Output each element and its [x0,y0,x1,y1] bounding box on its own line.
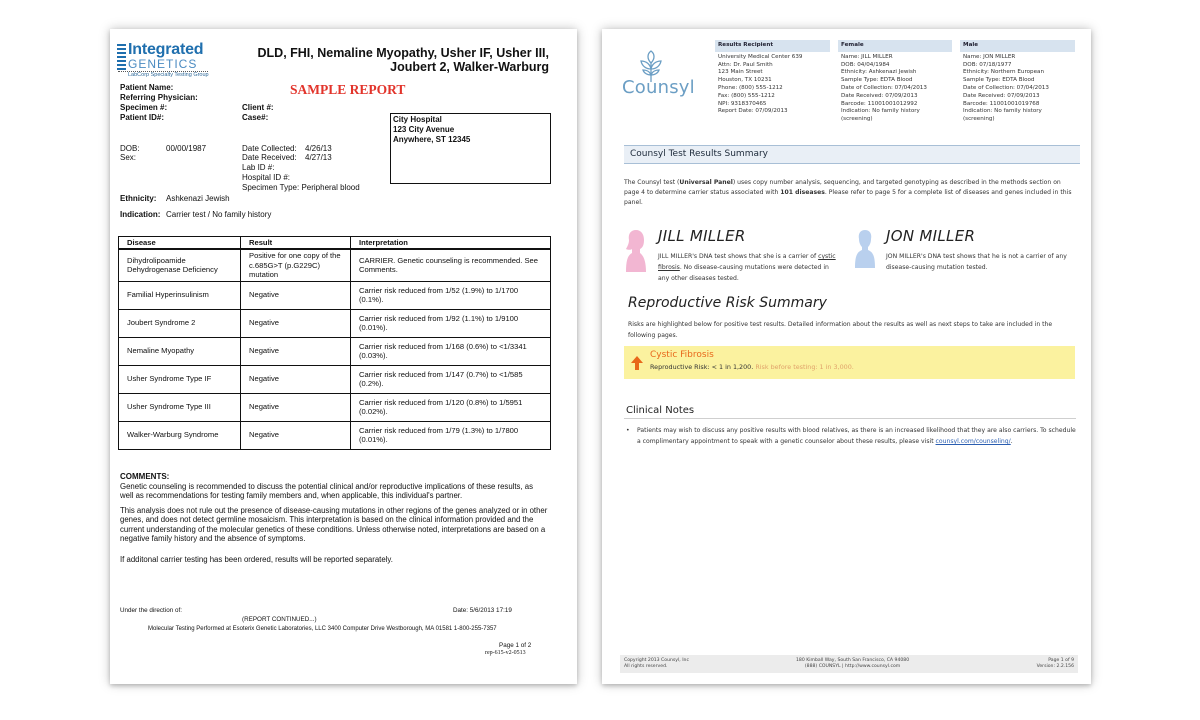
report-continued: (REPORT CONTINUED...) [242,616,317,623]
results-table [118,236,551,450]
female-block [838,40,952,124]
note-text: . [1010,438,1013,445]
note-text: Patients may wish to discuss any positive results with blood relatives, as there is an increased likelihood that they are also carriers. To schedule a complimentary appointment to speak with a genetic counselor about these results, please visit [637,427,1076,445]
recipient-line: Attn: Dr. Paul Smith [718,61,773,68]
recipient-line: NPI: 9318370465 [718,100,767,107]
female-silhouette-icon [624,228,648,272]
table-row [119,365,551,393]
male-line: (screening) [963,116,995,123]
interpretation-cell: Carrier risk reduced from 1/168 (0.6%) to <1/3341 (0.03%). [351,337,551,365]
logo-divider [118,71,208,72]
table-row [119,337,551,365]
contact-text: (888) COUNSYL | http://www.counsyl.com [804,664,901,669]
result-cell: Positive for one copy of the c.685G>T (p.G229C) mutation [241,249,351,281]
counseling-link[interactable]: counsyl.com/counseling/ [935,438,1011,445]
interpretation-cell: Carrier risk reduced from 1/52 (1.9%) to 1/1700 (0.1%). [351,281,551,309]
version-text: Version: 2.2.156 [1036,664,1074,669]
intro-text: The Counsyl test ( [624,179,680,186]
risk-before-testing: Risk before testing: 1 in 3,000. [755,363,854,371]
date-received-value: 4/27/13 [305,153,332,162]
ethnicity-label: Ethnicity: [120,194,157,203]
result-cell: Negative [241,393,351,421]
interpretation-cell: Carrier risk reduced from 1/120 (0.8%) to 1/5951 (0.02%). [351,393,551,421]
female-line: (screening) [841,116,873,123]
male-line: DOB: 07/18/1977 [963,61,1012,68]
column-header: Interpretation [351,237,551,250]
risk-values [650,363,854,371]
column-heading: Female [838,40,952,52]
indication-label: Indication: [120,210,161,219]
female-result-text [658,251,836,284]
hospital-id-label: Hospital ID #: [242,173,291,182]
recipient-line: Houston, TX 10231 [718,77,772,84]
reproductive-risk-heading: Reproductive Risk Summary [628,295,827,311]
intro-text: ) uses copy number analysis, sequencing, and targeted genotyping as described in the methods section on page 4 to determine carrier status associated with [624,179,1061,196]
female-name-heading: JILL MILLER [658,227,746,245]
disease-cell: Walker-Warburg Syndrome [119,421,241,449]
result-cell: Negative [241,281,351,309]
risk-disease-name: Cystic Fibrosis [650,350,714,360]
result-cell: Negative [241,337,351,365]
sex-label: Sex: [120,153,137,162]
column-heading: Male [960,40,1075,52]
specimen-label: Specimen #: [120,103,168,112]
bullet-icon: • [626,427,630,434]
logo-tagline: LabCorp Specialty Testing Group [128,72,209,78]
interpretation-cell: CARRIER. Genetic counseling is recommended. See Comments. [351,249,551,281]
male-silhouette-icon [853,228,877,268]
clinical-note-item [626,425,1076,447]
result-cell: Negative [241,365,351,393]
form-code: rep-615-v2-0513 [485,650,526,656]
address-line: 123 City Avenue [393,125,455,134]
counsyl-report-page [602,29,1091,684]
interpretation-cell: Carrier risk reduced from 1/79 (1.3%) to 1/7800 (0.01%). [351,421,551,449]
comments-label: COMMENTS: [120,472,170,481]
result-cell: Negative [241,309,351,337]
female-line: Barcode: 11001001012992 [841,100,918,107]
recipient-line: 123 Main Street [718,69,763,76]
date-received-label: Date Received: [242,153,297,162]
referring-physician-label: Referring Physician: [120,93,198,102]
female-line: Date Received: 07/09/2013 [841,92,918,99]
arrow-up-icon [631,356,643,370]
risk-description: Risks are highlighted below for positive test results. Detailed information about the results as well as next steps to take are included in the following pages. [628,321,1053,339]
male-line: Barcode: 11001001019768 [963,100,1040,107]
footer-left [624,658,689,670]
male-line: Ethnicity: Northern European [963,69,1045,76]
disease-cell: Joubert Syndrome 2 [119,309,241,337]
case-label: Case#: [242,113,269,122]
female-line: Ethnicity: Ashkenazi Jewish [841,69,917,76]
lab-performed-by: Molecular Testing Performed at Esoterix Genetic Laboratories, LLC 3400 Computer Drive Westborough, MA 01581 1-800-255-7357 [148,626,497,632]
male-line: Date Received: 07/09/2013 [963,92,1040,99]
lab-id-label: Lab ID #: [242,163,275,172]
female-line: Name: JILL MILLER [841,53,893,60]
panel-name: Universal Panel [679,179,733,186]
sample-report-label: SAMPLE REPORT [290,82,406,97]
results-recipient-block [715,40,830,116]
page-number: Page 1 of 2 [499,642,532,649]
comment-paragraph: If additonal carrier testing has been ordered, results will be reported separately. [120,555,393,564]
footer-middle [796,658,909,670]
indication-value: Carrier test / No family history [166,210,272,219]
male-line: Indication: No family history [963,108,1042,115]
interpretation-cell: Carrier risk reduced from 1/92 (1.1%) to 1/9100 (0.01%). [351,309,551,337]
female-line: DOB: 04/04/1984 [841,61,890,68]
report-title: DLD, FHI, Nemaline Myopathy, Usher IF, Usher III, Joubert 2, Walker-Warburg [257,46,549,74]
lab-report-page [110,29,577,684]
integrated-genetics-logo [117,41,209,78]
recipient-line: Phone: (800) 555-1212 [718,84,783,91]
male-line: Name: JON MILLER [963,53,1016,60]
address-box [390,113,551,184]
clinical-notes-heading: Clinical Notes [626,405,695,416]
patient-id-label: Patient ID#: [120,113,165,122]
footer-right [1037,658,1074,670]
table-header-row [119,237,551,250]
date-collected-value: 4/26/13 [305,144,332,153]
date-collected-label: Date Collected: [242,144,297,153]
result-text: JILL MILLER's DNA test shows that she is a carrier of [658,253,819,260]
ethnicity-value: Ashkenazi Jewish [166,194,230,203]
address-text: 180 Kimball Way, South San Francisco, CA 94080 [796,658,910,663]
disease-cell: Usher Syndrome Type III [119,393,241,421]
divider [624,418,1076,419]
address-line: City Hospital [393,115,442,124]
page-footer [620,655,1078,673]
reproductive-risk-value: Reproductive Risk: < 1 in 1,200. [650,363,754,371]
disease-count: 101 diseases [780,189,825,196]
copyright-text: All rights reserved. [624,664,668,669]
copyright-text: Copyright 2013 Counsyl, Inc [624,658,689,663]
recipient-line: Report Date: 07/09/2013 [718,108,788,115]
address-line: Anywhere, ST 12345 [393,135,471,144]
specimen-type: Specimen Type: Peripheral blood [242,183,360,192]
comment-paragraph: This analysis does not rule out the presence of disease-causing mutations in other regions of the genes analyzed or in other genes, and does not detect germline mosaicism. This interpretation is based on the clinical information provided and the current understanding of the molecular genetics of these conditions. Unless otherwise noted, interpretations are based on a negative family history and the absence of symptoms. [120,506,548,544]
direction-label: Under the direction of: [120,607,182,614]
disease-cell: Familial Hyperinsulinism [119,281,241,309]
cf-link[interactable]: cystic fibrosis [658,253,836,271]
result-text: . No disease-causing mutations were detected in any other diseases tested. [658,264,829,282]
male-line: Date of Collection: 07/04/2013 [963,84,1049,91]
table-row [119,281,551,309]
report-date: Date: 5/6/2013 17:19 [453,607,512,614]
comment-paragraph: Genetic counseling is recommended to discuss the potential clinical and/or reproductive implications of these results, as well as recommendations for testing family members and, when applicable, this individual's partner. [120,482,534,501]
female-line: Indication: No family history [841,108,920,115]
male-name-heading: JON MILLER [886,227,976,245]
female-line: Sample Type: EDTA Blood [841,77,913,84]
result-cell: Negative [241,421,351,449]
disease-cell: Usher Syndrome Type IF [119,365,241,393]
recipient-line: University Medical Center 639 [718,53,803,60]
column-header: Disease [119,237,241,250]
table-row [119,309,551,337]
column-heading: Results Recipient [715,40,830,52]
recipient-line: Fax: (800) 555-1212 [718,92,775,99]
disease-cell: Nemaline Myopathy [119,337,241,365]
intro-text: . Please refer to page 5 for a complete list of diseases and genes included in this panel. [624,189,1072,206]
table-row [119,421,551,449]
risk-highlight-box [624,346,1075,379]
male-result-text: JON MILLER's DNA test shows that he is not a carrier of any disease-causing mutation tested. [886,253,1067,271]
logo-word2: GENETICS [128,57,198,71]
male-block [960,40,1075,124]
column-header: Result [241,237,351,250]
patient-name-label: Patient Name: [120,83,174,92]
logo-word1: Integrated [128,41,204,58]
client-label: Client #: [242,103,274,112]
table-row [119,249,551,281]
interpretation-cell: Carrier risk reduced from 1/147 (0.7%) to <1/585 (0.2%). [351,365,551,393]
summary-title: Counsyl Test Results Summary [624,145,1080,164]
counsyl-logo-text: Counsyl [622,77,695,98]
disease-cell: Dihydrolipoamide Dehydrogenase Deficiency [119,249,241,281]
dob-value: 00/00/1987 [166,144,207,153]
intro-paragraph [624,178,1076,208]
dob-label: DOB: [120,144,140,153]
page-number: Page 1 of 9 [1048,658,1074,663]
table-row [119,393,551,421]
female-line: Date of Collection: 07/04/2013 [841,84,927,91]
male-line: Sample Type: EDTA Blood [963,77,1035,84]
logo-bars-icon [117,44,126,70]
